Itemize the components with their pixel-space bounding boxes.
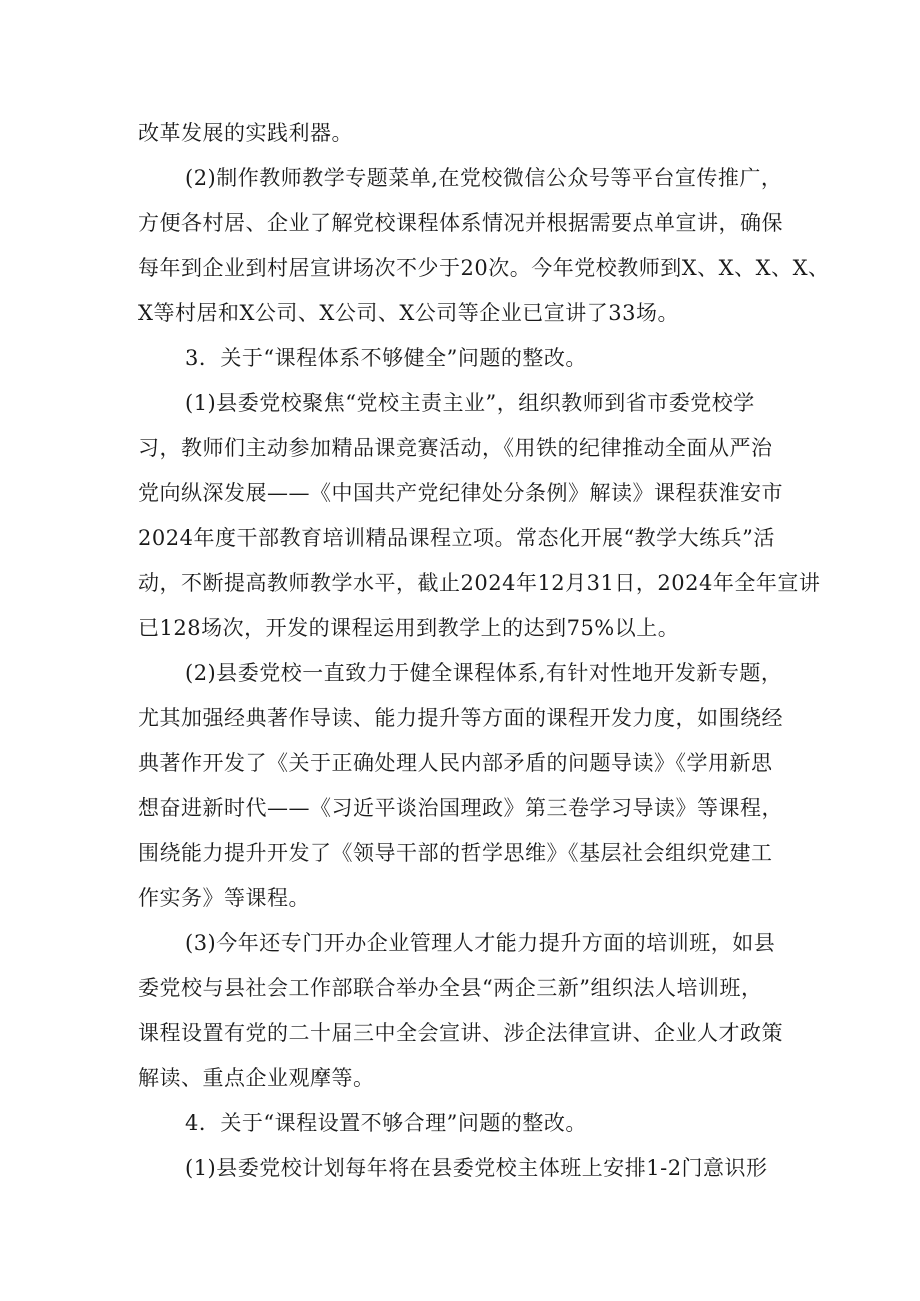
text-line: 委党校与县社会工作部联合举办全县“两企三新”组织法人培训班， [138,976,763,1000]
text-line: 作实务》等课程。 [138,886,310,910]
text-line: 改革发展的实践利器。 [138,121,353,145]
text-line: X等村居和X公司、X公司、X公司等企业已宣讲了33场。 [138,301,680,325]
text-line: 动，不断提高教师教学水平，截止2024年12月31日，2024年全年宣讲 [138,571,821,595]
text-line: 党向纵深发展——《中国共产党纪律处分条例》解读》课程获淮安市 [138,481,783,505]
text-line: (1)县委党校聚焦“党校主责主业”，组织教师到省市委党校学 [185,391,755,415]
text-line: (2)县委党校一直致力于健全课程体系,有针对性地开发新专题， [185,661,783,685]
text-line: 典著作开发了《关于正确处理人民内部矛盾的问题导读》《学用新思 [138,751,773,775]
text-line: 已128场次，开发的课程运用到教学上的达到75%以上。 [138,616,680,640]
text-line: 课程设置有党的二十届三中全会宣讲、涉企法律宣讲、企业人才政策 [138,1021,783,1045]
text-line: 想奋进新时代——《习近平谈治国理政》第三卷学习导读》等课程， [138,796,783,820]
text-line: (1)县委党校计划每年将在县委党校主体班上安排1-2门意识形 [185,1156,768,1180]
text-line: (3)今年还专门开办企业管理人才能力提升方面的培训班，如县 [185,931,776,955]
text-line: 2024年度干部教育培训精品课程立项。常态化开展“教学大练兵”活 [138,526,775,550]
text-line: 解读、重点企业观摩等。 [138,1066,375,1090]
text-line: 习，教师们主动参加精品课竞赛活动，《用铁的纪律推动全面从严治 [138,436,773,460]
text-line: 尤其加强经典著作导读、能力提升等方面的课程开发力度，如围绕经 [138,706,783,730]
text-line: (2)制作教师教学专题菜单,在党校微信公众号等平台宣传推广， [185,166,783,190]
section-heading: 4．关于“课程设置不够合理”问题的整改。 [185,1111,587,1135]
section-heading: 3．关于“课程体系不够健全”问题的整改。 [185,346,587,370]
text-line: 方便各村居、企业了解党校课程体系情况并根据需要点单宣讲，确保 [138,211,783,235]
text-line: 每年到企业到村居宣讲场次不少于20次。今年党校教师到X、X、X、X、 [138,256,830,280]
text-line: 围绕能力提升开发了《领导干部的哲学思维》《基层社会组织党建工 [138,841,773,865]
